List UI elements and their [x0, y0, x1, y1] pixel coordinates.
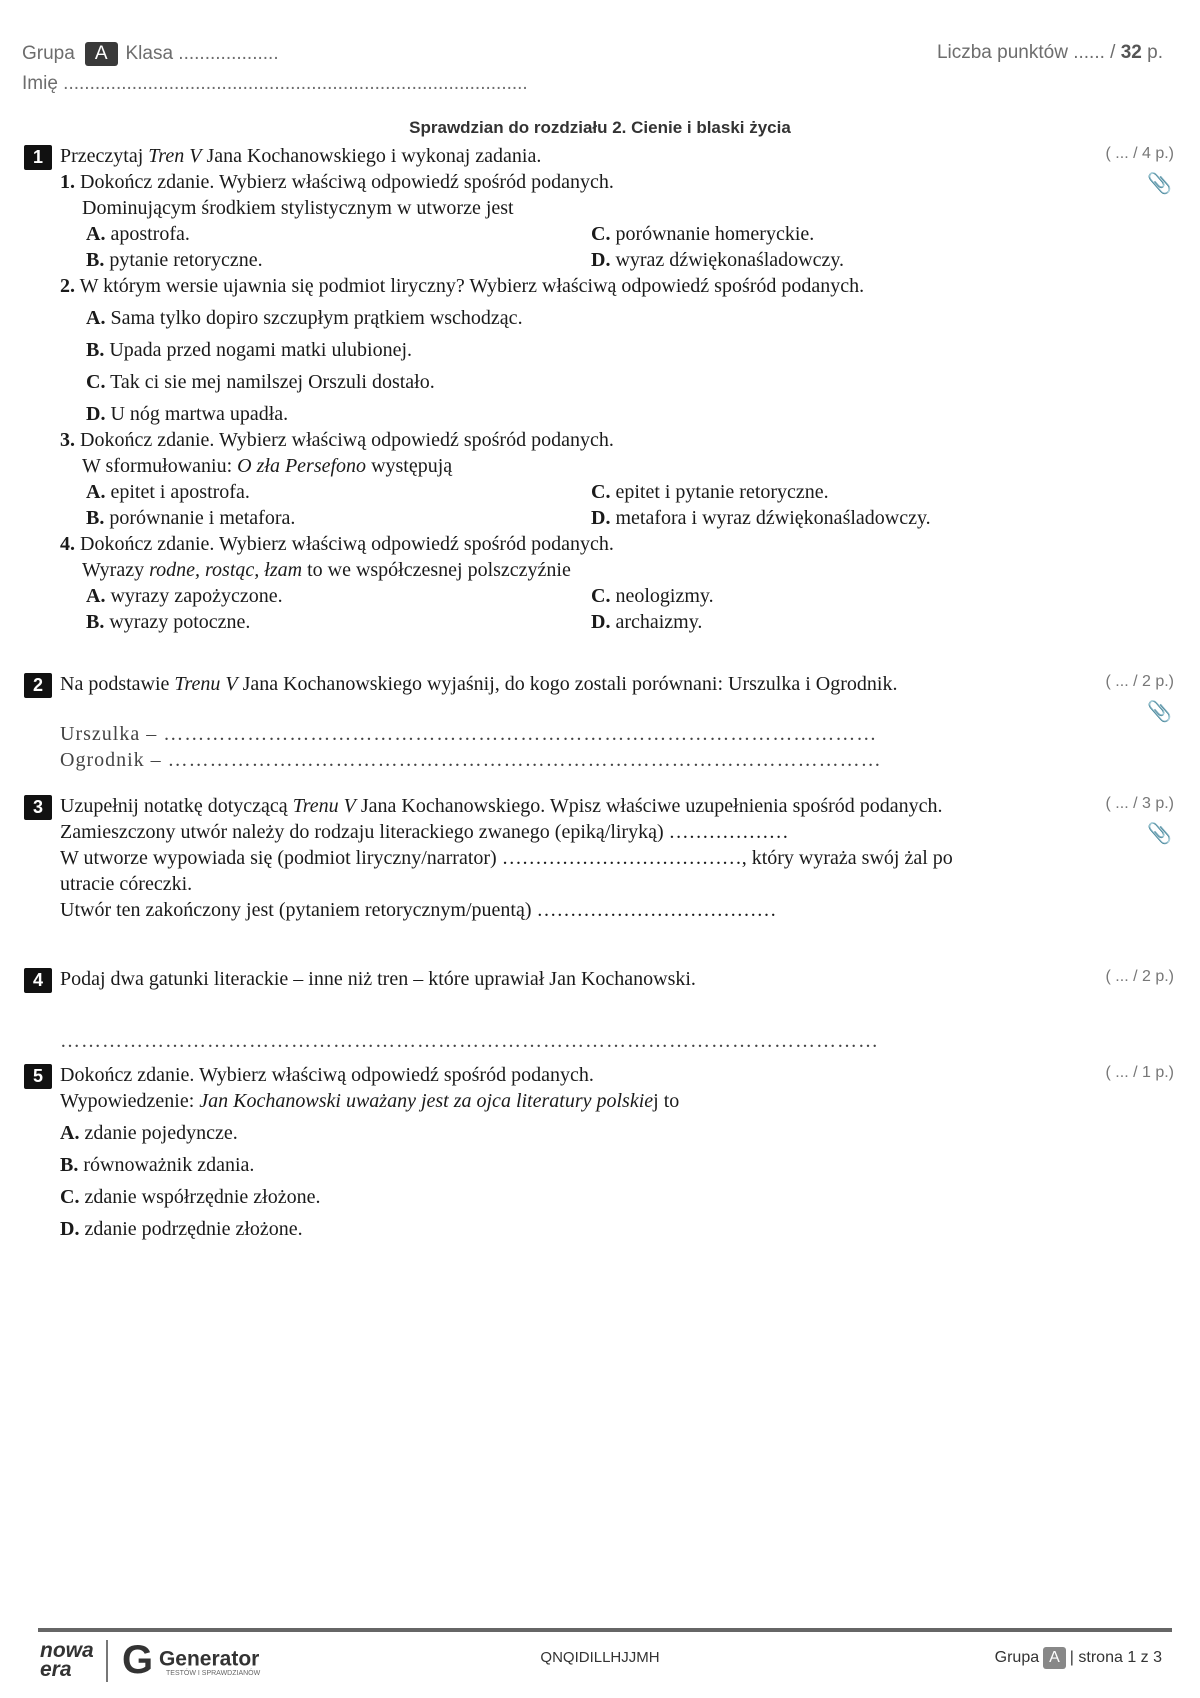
- task-instruction: Uzupełnij notatkę dotyczącą Trenu V Jana Kochanowskiego. Wpisz właściwe uzupełnienia spośród podanych.: [60, 795, 943, 817]
- footer-rule: [38, 1628, 1172, 1632]
- option-c[interactable]: C. neologizmy.: [591, 585, 714, 607]
- question-stem: Wyrazy rodne, rostąc, łzam to we współczesnej polszczyźnie: [82, 559, 571, 581]
- document-code: QNQIDILLHJJMH: [540, 1649, 660, 1666]
- task-instruction: Przeczytaj Tren V Jana Kochanowskiego i wykonaj zadania.: [60, 145, 542, 167]
- class-field[interactable]: Klasa ...................: [125, 43, 279, 64]
- task-instruction: Dokończ zdanie. Wybierz właściwą odpowiedź spośród podanych.: [60, 1064, 594, 1086]
- group-badge: A: [85, 42, 118, 66]
- points-total: 32: [1120, 42, 1142, 63]
- answer-line[interactable]: ………………………………………………………………………………………………………: [60, 1030, 879, 1052]
- subquestion-2: 2. W którym wersie ujawnia się podmiot liryczny? Wybierz właściwą odpowiedź spośród podanych.: [60, 275, 865, 297]
- option-b[interactable]: B. wyrazy potoczne.: [86, 611, 251, 633]
- option-c[interactable]: C. epitet i pytanie retoryczne.: [591, 481, 829, 503]
- paperclip-icon: 📎: [1147, 823, 1172, 845]
- group-label: Grupa: [22, 43, 75, 64]
- task-1: [24, 143, 1174, 635]
- generator-logo: G Generator TESTÓW I SPRAWDZIANÓW: [122, 1638, 261, 1682]
- task-number: 4: [24, 968, 52, 993]
- subquestion-3: 3. Dokończ zdanie. Wybierz właściwą odpowiedź spośród podanych.: [60, 429, 614, 451]
- task-number: 3: [24, 795, 52, 820]
- points-summary: [937, 42, 1163, 64]
- task-number: 5: [24, 1064, 52, 1089]
- option-c[interactable]: C. porównanie homeryckie.: [591, 223, 815, 245]
- points-prefix: Liczba punktów ...... /: [936, 42, 1116, 63]
- points-suffix: p.: [1147, 42, 1163, 63]
- answer-line-ogrodnik[interactable]: Ogrodnik – …………………………………………………………………………………………: [60, 749, 882, 771]
- group-badge: A: [1043, 1647, 1066, 1669]
- option-d[interactable]: D. archaizmy.: [591, 611, 703, 633]
- task-instruction: Na podstawie Trenu V Jana Kochanowskiego wyjaśnij, do kogo zostali porównani: Urszulka i Ogrodnik.: [60, 673, 898, 695]
- note-line-1[interactable]: Zamieszczony utwór należy do rodzaju literackiego zwanego (epiką/liryką) ………………: [60, 821, 789, 843]
- option-d[interactable]: D. U nóg martwa upadła.: [86, 403, 289, 425]
- task-number: 2: [24, 673, 52, 698]
- task-4: [24, 966, 1174, 1054]
- option-b[interactable]: B. pytanie retoryczne.: [86, 249, 263, 271]
- page-number: | strona 1 z 3: [1069, 1649, 1162, 1666]
- task-2: [24, 671, 1174, 773]
- page-title: Sprawdzian do rozdziału 2. Cienie i blaski życia: [409, 118, 791, 137]
- task-3: [24, 793, 1174, 923]
- option-d[interactable]: D. metafora i wyraz dźwiękonaśladowczy.: [591, 507, 931, 529]
- subquestion-4: 4. Dokończ zdanie. Wybierz właściwą odpowiedź spośród podanych.: [60, 533, 614, 555]
- task-points: ( ... / 2 p.): [1105, 673, 1174, 690]
- option-a[interactable]: A. zdanie pojedyncze.: [60, 1122, 238, 1144]
- question-stem: Wypowiedzenie: Jan Kochanowski uważany jest za ojca literatury polskiej to: [60, 1090, 680, 1112]
- option-a[interactable]: A. wyrazy zapożyczone.: [86, 585, 283, 607]
- task-points: ( ... / 2 p.): [1105, 968, 1174, 985]
- option-c[interactable]: C. zdanie współrzędnie złożone.: [60, 1186, 321, 1208]
- option-a[interactable]: A. epitet i apostrofa.: [86, 481, 250, 503]
- task-instruction: Podaj dwa gatunki literackie – inne niż tren – które uprawiał Jan Kochanowski.: [60, 968, 696, 990]
- generator-g-icon: G: [122, 1638, 154, 1682]
- answer-line-urszulka[interactable]: Urszulka – …………………………………………………………………………………………: [60, 723, 878, 745]
- paperclip-icon: 📎: [1147, 173, 1172, 195]
- task-points: ( ... / 4 p.): [1105, 145, 1174, 162]
- note-line-3[interactable]: Utwór ten zakończony jest (pytaniem retorycznym/puentą) ………………………………: [60, 899, 777, 921]
- name-field[interactable]: Imię ........................................................................................: [22, 73, 528, 94]
- option-b[interactable]: B. Upada przed nogami matki ulubionej.: [86, 339, 413, 361]
- option-c[interactable]: C. Tak ci sie mej namilszej Orszuli dostało.: [86, 371, 435, 393]
- question-stem: Dominującym środkiem stylistycznym w utworze jest: [82, 197, 514, 219]
- note-line-2[interactable]: W utworze wypowiada się (podmiot liryczny/narrator) ………………………………, który wyraża swój żal po utracie córeczki.: [60, 847, 953, 895]
- option-a[interactable]: A. apostrofa.: [86, 223, 190, 245]
- header-group-row: [22, 42, 279, 66]
- subquestion-1: 1. Dokończ zdanie. Wybierz właściwą odpowiedź spośród podanych.: [60, 171, 614, 193]
- nowa-era-logo: nowa era: [40, 1639, 94, 1681]
- task-points: ( ... / 3 p.): [1105, 795, 1174, 812]
- task-5: [24, 1062, 1174, 1248]
- task-number: 1: [24, 145, 52, 170]
- option-b[interactable]: B. równoważnik zdania.: [60, 1154, 255, 1176]
- question-stem: W sformułowaniu: O zła Persefono występują: [82, 455, 453, 477]
- option-b[interactable]: B. porównanie i metafora.: [86, 507, 296, 529]
- task-points: ( ... / 1 p.): [1105, 1064, 1174, 1081]
- option-a[interactable]: A. Sama tylko dopiro szczupłym prątkiem wschodząc.: [86, 307, 523, 329]
- option-d[interactable]: D. zdanie podrzędnie złożone.: [60, 1218, 303, 1240]
- footer-group-page: Grupa A | strona 1 z 3: [995, 1647, 1162, 1669]
- paperclip-icon: 📎: [1147, 701, 1172, 723]
- option-d[interactable]: D. wyraz dźwiękonaśladowczy.: [591, 249, 845, 271]
